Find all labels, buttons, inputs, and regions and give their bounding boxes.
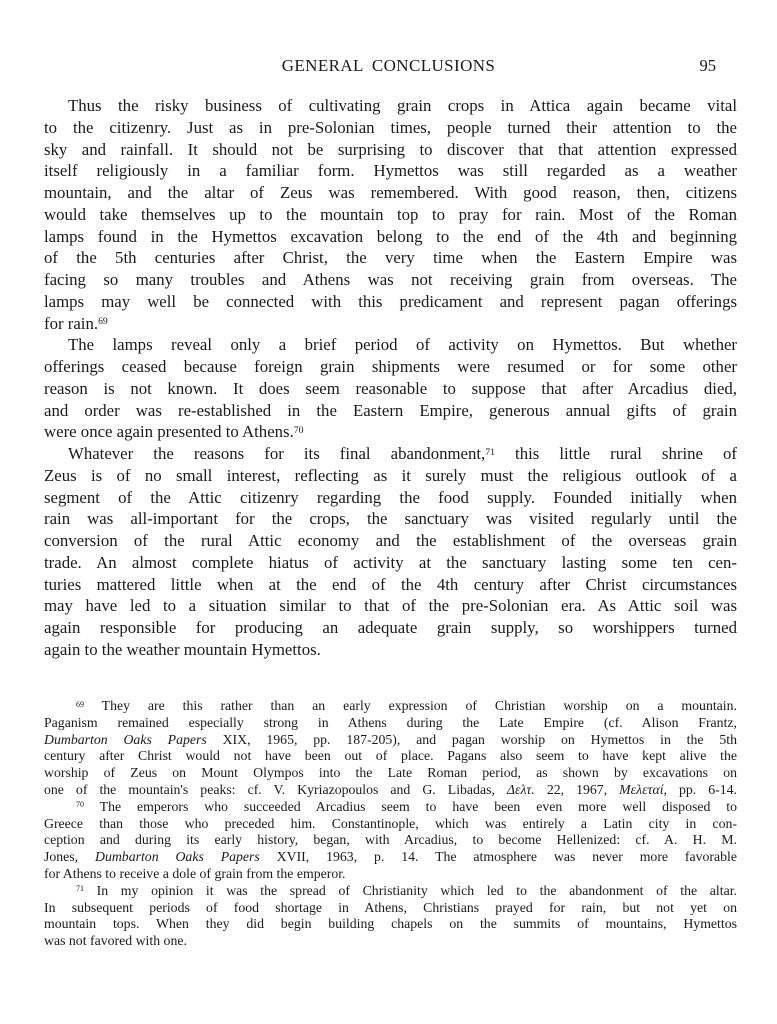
text-line <box>44 400 737 422</box>
text-line <box>44 595 737 617</box>
text-segment: rain was all-important for the crops, the sanctuary was visited regularly until the <box>44 509 737 529</box>
text-segment: and order was re-established in the Eastern Empire, generous annual gifts of grain <box>44 400 737 420</box>
text-segment: Jones, <box>44 849 95 865</box>
footnote-69 <box>44 698 737 799</box>
text-line <box>44 933 737 950</box>
text-segment: conversion of the rural Attic economy and the establishment of the overseas grain <box>44 531 737 550</box>
text-line <box>44 916 737 933</box>
text-line <box>44 226 737 248</box>
text-segment: Dumbarton Oaks Papers <box>44 731 207 747</box>
text-segment: ception and during its early history, began, with Arcadius, to become Hellenized: cf. A. H. M. <box>44 832 737 848</box>
text-segment: Greece than those who preceded him. Constantinople, which was entirely a Latin city in con- <box>44 815 737 831</box>
footnote-ref: 71 <box>76 884 84 894</box>
text-segment: would take themselves up to the mountain top to pray for rain. Most of the Roman <box>44 204 737 224</box>
text-line <box>44 799 737 816</box>
text-segment: In subsequent periods of food shortage in Athens, Christians prayed for rain, but not yet on <box>44 899 737 915</box>
text-line <box>44 574 737 596</box>
text-line <box>44 508 737 530</box>
text-segment: They are this rather than an early expression of Christian worship on a mountain. <box>84 698 737 713</box>
text-segment: turies mattered little when at the end of the 4th century after Christ circumstances <box>44 574 737 594</box>
text-line <box>44 849 737 866</box>
text-segment: worship of Zeus on Mount Olympos into the Late Roman period, as shown by excavations on <box>44 765 737 781</box>
text-line <box>44 530 737 552</box>
text-line <box>44 117 737 139</box>
text-segment: were once again presented to Athens. <box>44 422 294 442</box>
text-line <box>44 552 737 574</box>
paragraph-1 <box>44 95 737 334</box>
text-line <box>44 95 737 117</box>
running-head-title: GENERAL CONCLUSIONS <box>281 56 496 75</box>
text-segment: was not favored with one. <box>44 933 187 949</box>
footnote-71 <box>44 883 737 950</box>
text-segment: of the 5th centuries after Christ, the very time when the Eastern Empire was <box>44 248 737 268</box>
text-line <box>44 139 737 161</box>
text-segment: Δελτ. <box>506 781 535 797</box>
text-line <box>44 443 737 465</box>
text-segment: facing so many troubles and Athens was not receiving grain from overseas. The <box>44 270 737 289</box>
text-segment: mountain tops. When they did begin building chapels on the summits of mountains, Hymettos <box>44 916 737 932</box>
text-line <box>44 715 737 732</box>
text-segment: sky and rainfall. It should not be surprising to discover that that attention expressed <box>44 139 737 159</box>
text-line <box>44 313 737 335</box>
text-segment: XIX, 1965, pp. 187-205), and pagan worship on Hymettos in the 5th <box>206 731 737 747</box>
footnote-ref: 69 <box>98 316 108 328</box>
footnote-ref: 69 <box>76 699 84 709</box>
text-segment: , pp. 6-14. <box>663 781 737 797</box>
text-segment: Paganism remained especially strong in Athens during the Late Empire (cf. Alison Frantz, <box>44 714 737 730</box>
text-segment: Whatever the reasons for its final abandonment, <box>68 444 486 463</box>
text-line <box>44 816 737 833</box>
footnote-ref: 71 <box>485 446 495 458</box>
text-line <box>44 291 737 313</box>
text-segment: itself religiously in a familiar form. Hymettos was still regarded as a weather <box>44 161 737 181</box>
footnote-ref: 70 <box>76 800 84 810</box>
text-segment: reason is not known. It does seem reasonable to suppose that after Arcadius died, <box>44 378 737 398</box>
text-segment: may have led to a situation similar to that of the pre-Solonian era. As Attic soil was <box>44 596 737 616</box>
text-line <box>44 698 737 715</box>
paragraph-2 <box>44 334 737 443</box>
footnote-70 <box>44 799 737 883</box>
text-segment: XVII, 1963, p. 14. The atmosphere was never more favorable <box>259 849 738 865</box>
text-line <box>44 269 737 291</box>
text-segment: for rain. <box>44 313 99 333</box>
text-line <box>44 832 737 849</box>
text-segment: Dumbarton Oaks Papers <box>94 849 260 865</box>
text-line <box>44 617 737 639</box>
text-segment: Μελεταί <box>619 781 664 797</box>
text-segment: again responsible for producing an adequate grain supply, so worshippers turned <box>44 618 737 637</box>
text-segment: Zeus is of no small interest, reflecting as it surely must the religious outlook of a <box>44 465 737 485</box>
body-text <box>44 95 737 661</box>
page-number: 95 <box>699 56 716 75</box>
text-segment: In my opinion it was the spread of Christianity which led to the abandonment of the altar. <box>84 882 737 898</box>
footnote-ref: 70 <box>293 425 304 437</box>
text-line <box>44 182 737 204</box>
text-line <box>44 204 737 226</box>
text-segment: century after Christ would not have been out of place. Pagans also seem to have kept alive the <box>44 748 737 764</box>
text-segment: The lamps reveal only a brief period of activity on Hymettos. But whether <box>68 335 737 355</box>
text-segment: Thus the risky business of cultivating grain crops in Attica again became vital <box>68 96 737 115</box>
text-segment: offerings ceased because foreign grain shipments were resumed or for some other <box>44 357 737 376</box>
text-segment: mountain, and the altar of Zeus was remembered. With good reason, then, citizens <box>44 183 737 202</box>
text-line <box>44 883 737 900</box>
text-line <box>44 732 737 749</box>
text-segment: lamps found in the Hymettos excavation belong to the end of the 4th and beginning <box>44 226 737 246</box>
text-line <box>44 866 737 883</box>
text-segment: segment of the Attic citizenry regarding the food supply. Founded initially when <box>44 487 737 507</box>
text-line <box>44 487 737 509</box>
text-segment: one of the mountain's peaks: cf. V. Kyriazopoulos and G. Libadas, <box>44 781 507 797</box>
text-line <box>44 160 737 182</box>
text-segment: lamps may well be connected with this predicament and represent pagan offerings <box>44 291 737 311</box>
text-line <box>44 421 737 443</box>
text-segment: The emperors who succeeded Arcadius seem to have been even more well disposed to <box>84 798 737 814</box>
paragraph-3 <box>44 443 737 661</box>
text-line <box>44 378 737 400</box>
text-line <box>44 748 737 765</box>
text-line <box>44 334 737 356</box>
text-line <box>44 639 737 661</box>
text-line <box>44 247 737 269</box>
text-segment: trade. An almost complete hiatus of activity at the sanctuary lasting some ten cen- <box>44 552 737 572</box>
text-segment: to the citizenry. Just as in pre-Solonian times, people turned their attention to the <box>44 117 737 137</box>
footnotes <box>44 698 737 950</box>
text-line <box>44 356 737 378</box>
text-segment: this little rural shrine of <box>494 444 737 463</box>
text-line <box>44 465 737 487</box>
text-segment: 22, 1967, <box>534 781 620 797</box>
text-line <box>44 782 737 799</box>
text-segment: for Athens to receive a dole of grain from the emperor. <box>44 865 346 881</box>
text-line <box>44 765 737 782</box>
text-line <box>44 900 737 917</box>
text-segment: again to the weather mountain Hymettos. <box>44 639 321 659</box>
